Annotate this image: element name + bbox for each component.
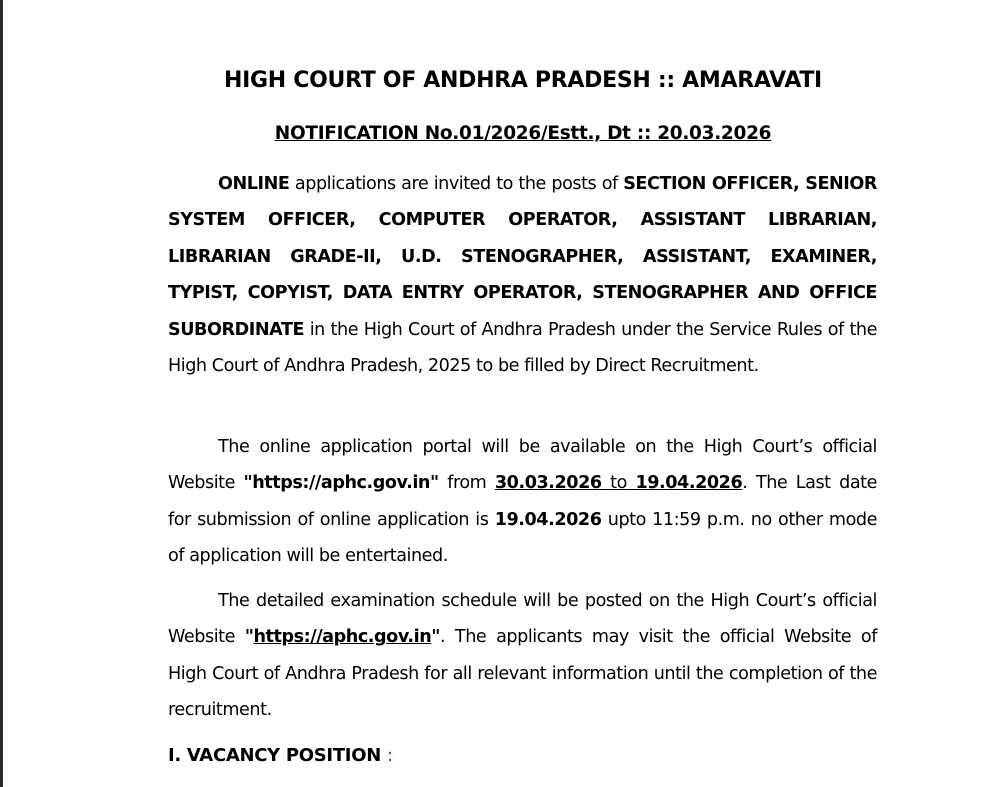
website-link[interactable]: https://aphc.gov.in <box>253 627 432 648</box>
paragraph-schedule <box>168 583 877 729</box>
end-date: 19.04.2026 <box>635 473 743 494</box>
online-emphasis: ONLINE <box>218 174 290 194</box>
text: from <box>438 473 495 494</box>
section-heading-vacancy <box>168 745 393 766</box>
quote: " <box>431 627 441 648</box>
start-date: 30.03.2026 <box>494 473 602 494</box>
text: upto 11:59 p.m. no other mode of application will be entertained. <box>168 509 877 567</box>
document-title: HIGH COURT OF ANDHRA PRADESH :: AMARAVATI <box>224 68 822 93</box>
text: The online application portal will be available on the High Court’s official Website <box>168 437 877 494</box>
quote: " <box>244 627 254 648</box>
text: . The applicants may visit the official Website of High Court of Andhra Pradesh for all relevant information until the completion of the recruitment. <box>168 627 877 721</box>
text: in the High Court of Andhra Pradesh under the Service Rules of the High Court of Andhra Pradesh, 2025 to be filled by Direct Recruitment. <box>168 319 877 377</box>
website-url: "https://aphc.gov.in" <box>243 473 439 494</box>
heading-colon: : <box>386 745 393 766</box>
heading-text: I. VACANCY POSITION <box>168 745 381 766</box>
text: to <box>601 473 636 494</box>
text: . The Last date for submission of online application is <box>168 473 877 530</box>
paragraph-invitation <box>168 166 877 384</box>
text: applications are invited to the posts of <box>289 174 624 194</box>
last-date: 19.04.2026 <box>494 509 602 530</box>
notification-number: NOTIFICATION No.01/2026/Estt., Dt :: 20.03.2026 <box>274 123 772 144</box>
paragraph-portal <box>168 429 877 575</box>
text: The detailed examination schedule will be posted on the High Court’s official Website <box>168 591 877 648</box>
posts-list: SECTION OFFICER, SENIOR SYSTEM OFFICER, COMPUTER OPERATOR, ASSISTANT LIBRARIAN, LIBRARIAN GRADE-II, U.D. STENOGRAPHER, ASSISTANT, EXAMINER, TYPIST, COPYIST, DATA ENTRY OPERATOR, STENOGRAPHER AND OFFICE SUBORDINATE <box>168 174 877 340</box>
viewer-left-edge <box>0 0 3 787</box>
